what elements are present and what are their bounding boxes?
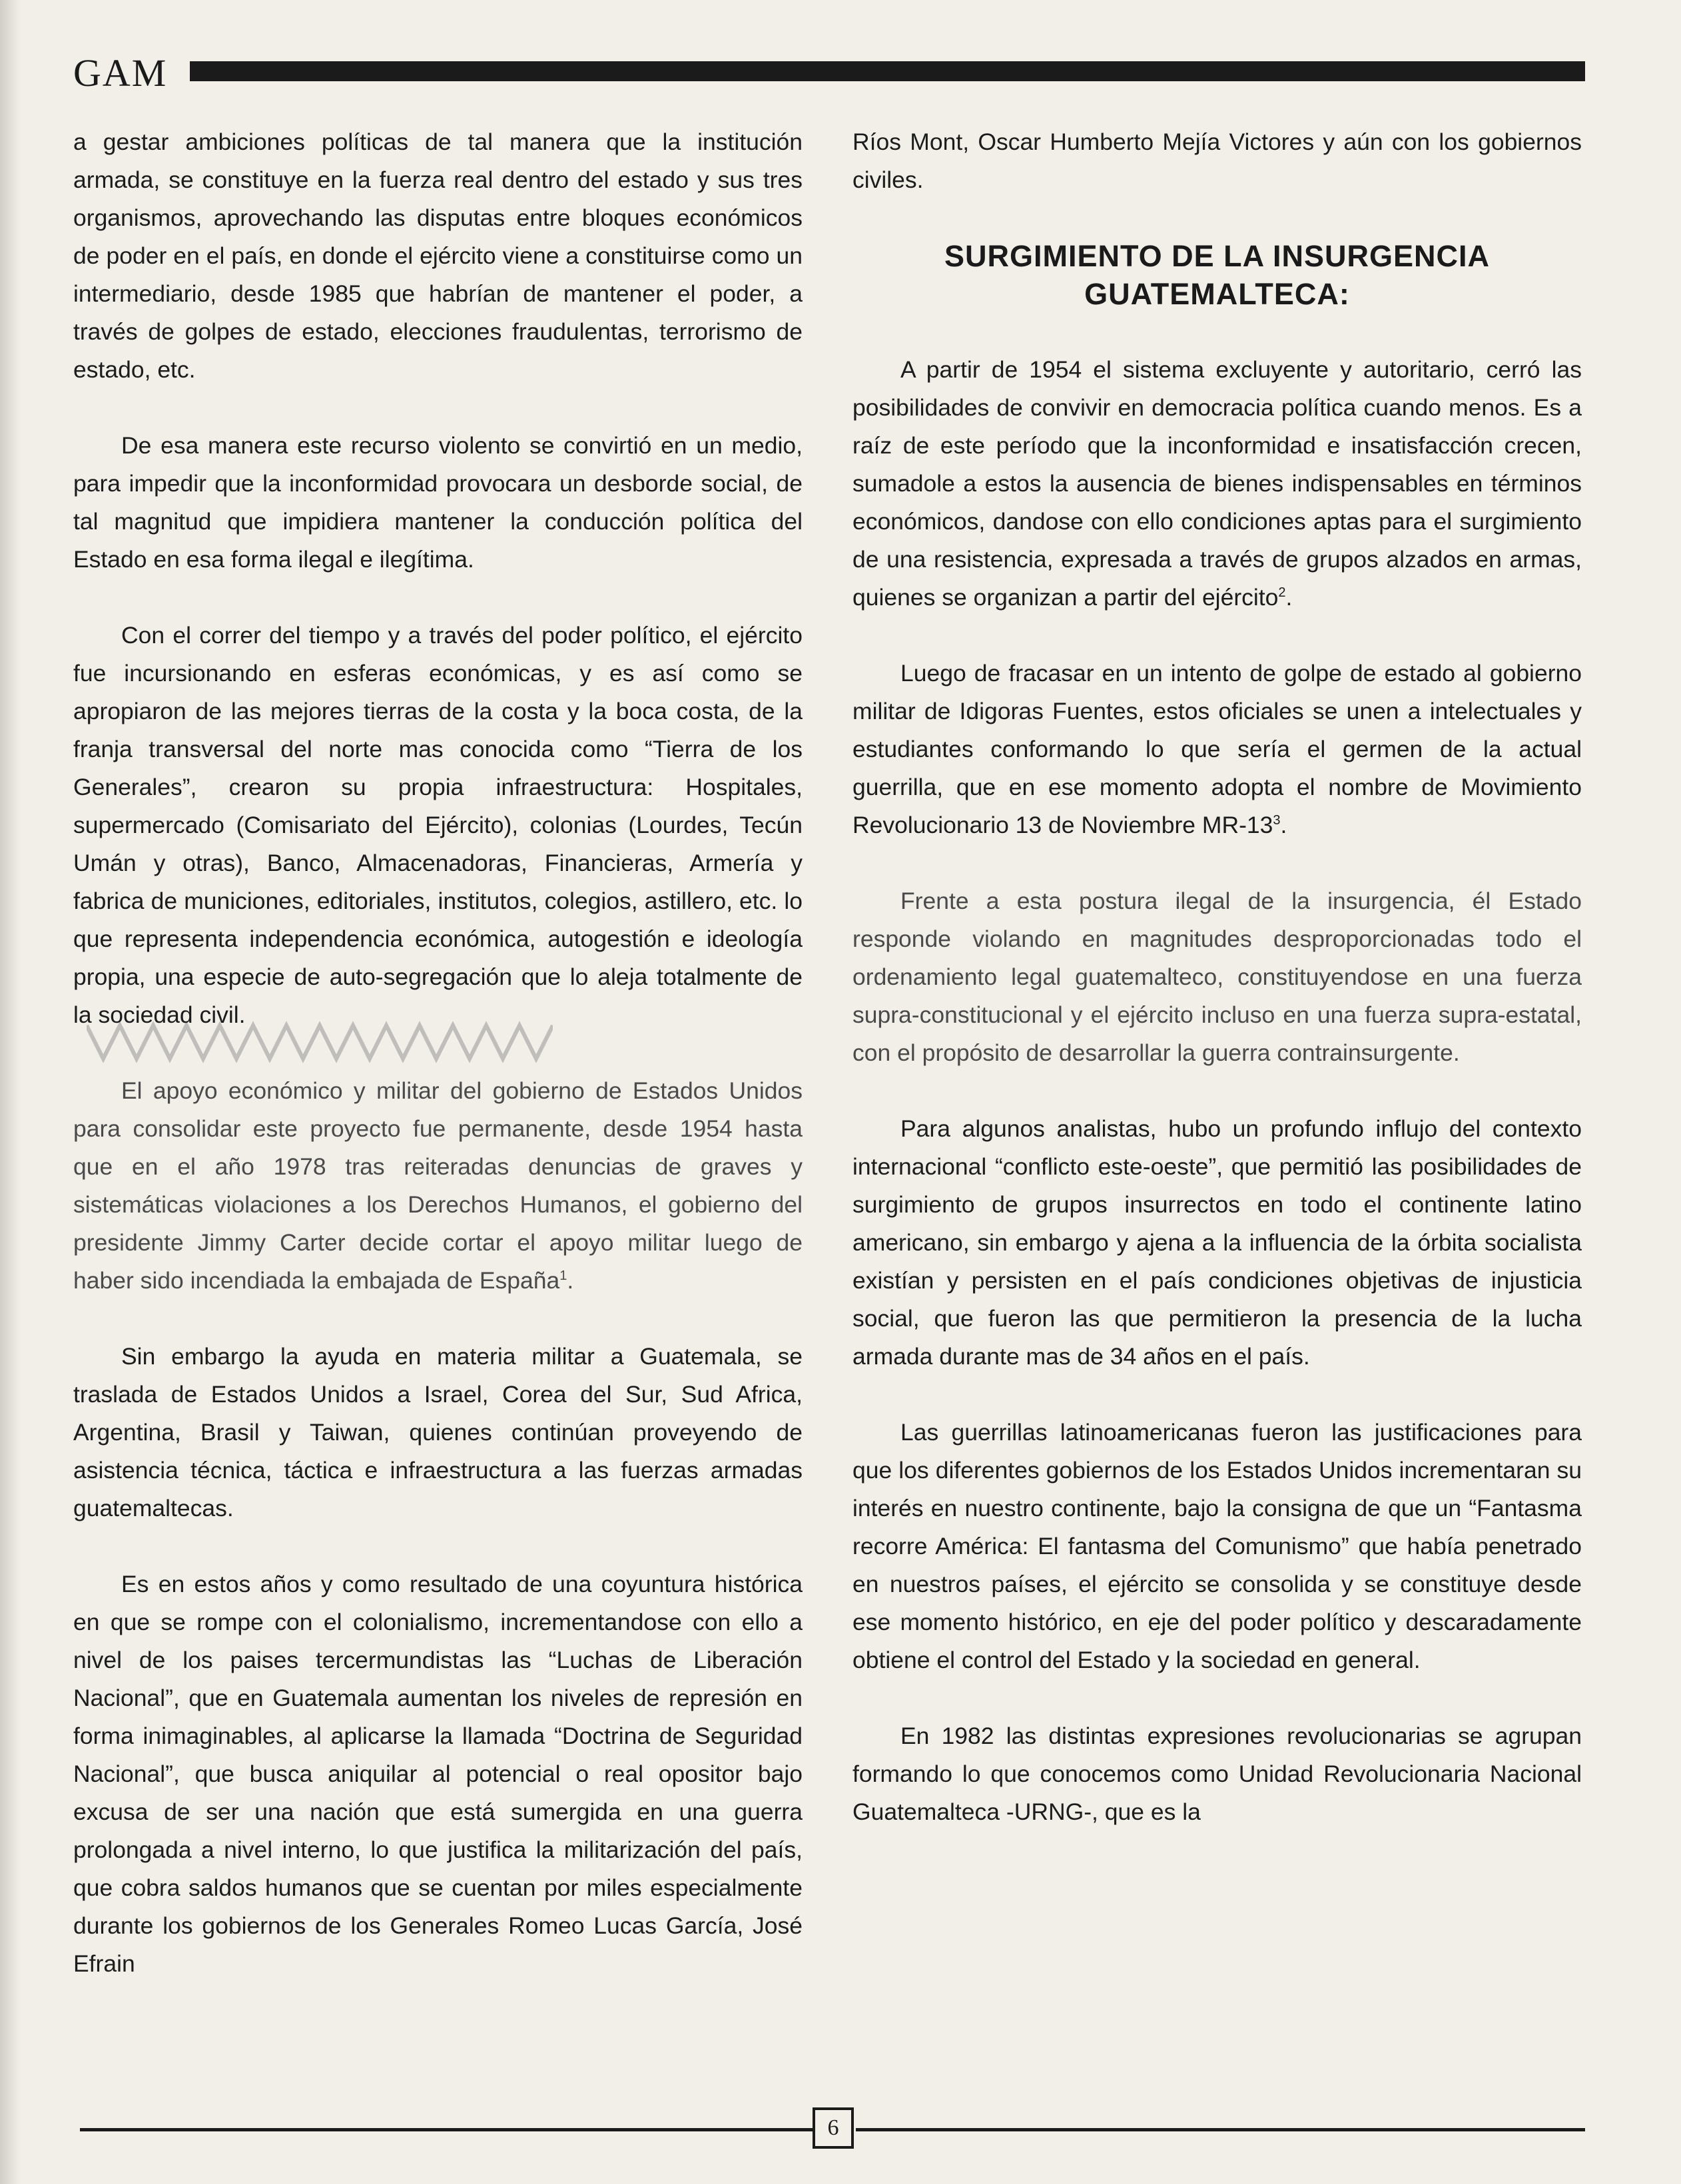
page-header — [73, 47, 1585, 100]
paragraph: De esa manera este recurso violento se convirtió en un medio, para impedir que la inconformidad provocara un desborde social, de tal magnitud que impidiera mantener la conducción política del Estado en esa forma ilegal e ilegítima. — [73, 432, 803, 573]
paragraph-end: . — [567, 1267, 574, 1294]
gam-logo: GAM — [73, 51, 168, 95]
paragraph — [852, 351, 1582, 617]
header-rule — [190, 61, 1585, 81]
paragraph: En 1982 las distintas expresiones revolucionarias se agrupan formando lo que conocemos como Unidad Revolucionaria Nacional Guatemalteca -URNG-, que es la — [852, 1723, 1582, 1825]
footnote-ref: 3 — [1273, 813, 1281, 828]
paragraph-end: . — [1285, 584, 1293, 611]
paragraph: Frente a esta postura ilegal de la insurgencia, él Estado responde violando en magnitudes desproporcionadas todo el ordenamiento legal guatemalteco, constituyendose en una fuerza supra-constitucional y el ejército incluso en una fuerza supra-estatal, con el propósito de desarrollar la guerra contrainsurgente. — [852, 888, 1582, 1066]
paragraph: Ríos Mont, Oscar Humberto Mejía Victores y aún con los gobiernos civiles. — [852, 129, 1582, 193]
paragraph — [852, 655, 1582, 844]
footnote-ref: 1 — [559, 1268, 567, 1284]
footer-rule-left — [80, 2128, 813, 2131]
paragraph-text: El apoyo económico y militar del gobierno de Estados Unidos para consolidar este proyecto fue permanente, desde 1954 hasta que en el año 1978 tras reiteradas denuncias de graves y sistemáticas violaciones a los Derechos Humanos, el gobierno del presidente Jimmy Carter decide cortar el apoyo militar luego de haber sido incendiada la embajada de España — [73, 1077, 803, 1294]
right-column — [852, 123, 1582, 1869]
section-heading: SURGIMIENTO DE LA INSURGENCIA GUATEMALTECA: — [944, 239, 1491, 311]
paragraph: Para algunos analistas, hubo un profundo influjo del contexto internacional “conflicto este-oeste”, que permitió las posibilidades de surgimiento de grupos insurrectos en todo el continente latino americano, sin embargo y ajena a la influencia de la órbita socialista existían y persisten en el país condiciones objetivas de injusticia social, que fueron las que permitieron la presencia de la lucha armada durante mas de 34 años en el país. — [852, 1115, 1582, 1370]
paragraph: Sin embargo la ayuda en materia militar a Guatemala, se traslada de Estados Unidos a Israel, Corea del Sur, Sud Africa, Argentina, Brasil y Taiwan, quienes continúan proveyendo de asistencia técnica, táctica e infraestructura a las fuerzas armadas guatemaltecas. — [73, 1343, 803, 1521]
footer-rule-right — [856, 2128, 1585, 2131]
paragraph: Las guerrillas latinoamericanas fueron las justificaciones para que los diferentes gobiernos de los Estados Unidos incrementaran su interés en nuestro continente, bajo la consigna de que un “Fantasma recorre América: El fantasma del Comunismo” que había penetrado en nuestros países, el ejército se consolida y se constituye desde ese momento histórico, en eje del poder político y descaradamente obtiene el control del Estado y la sociedad en general. — [852, 1419, 1582, 1673]
left-column — [73, 123, 803, 2021]
page-number: 6 — [813, 2107, 854, 2149]
page-edge-shadow — [0, 0, 20, 2184]
paragraph: a gestar ambiciones políticas de tal manera que la institución armada, se constituye en la fuerza real dentro del estado y sus tres organismos, aprovechando las disputas entre bloques económicos de poder en el país, en donde el ejército viene a constituirse como un intermediario, desde 1985 que habrían de mantener el poder, a través de golpes de estado, elecciones fraudulentas, terrorismo de estado, etc. — [73, 129, 803, 383]
paragraph — [73, 1072, 803, 1300]
paragraph-text: A partir de 1954 el sistema excluyente y autoritario, cerró las posibilidades de convivir en democracia política cuando menos. Es a raíz de este período que la inconformidad e insatisfacción crecen, sumadole a estos la ausencia de bienes indispensables en términos económicos, dandose con ello condiciones aptas para el surgimiento de una resistencia, expresada a través de grupos alzados en armas, quienes se organizan a partir del ejército — [852, 356, 1582, 611]
paragraph-text: Luego de fracasar en un intento de golpe de estado al gobierno militar de Idigoras Fuentes, estos oficiales se unen a intelectuales y estudiantes conformando lo que sería el germen de la actual guerrilla, que en ese momento adopta el nombre de Movimiento Revolucionario 13 de Noviembre MR-13 — [852, 660, 1582, 838]
paragraph: Con el correr del tiempo y a través del poder político, el ejército fue incursionando en esferas económicas, y es así como se apropiaron de las mejores tierras de la costa y la boca costa, de la franja transversal del norte mas conocida como “Tierra de los Generales”, crearon su propia infraestructura: Hospitales, supermercado (Comisariato del Ejército), colonias (Lourdes, Tecún Umán y otras), Banco, Almacenadoras, Financieras, Armería y fabrica de municiones, editoriales, institutos, colegios, astillero, etc. lo que representa independencia económica, autogestión e ideología propia, una especie de auto-segregación que lo aleja totalmente de la sociedad civil. — [73, 622, 803, 1028]
paragraph: Es en estos años y como resultado de una coyuntura histórica en que se rompe con el colonialismo, incrementandose con ello a nivel de los paises tercermundistas las “Luchas de Liberación Nacional”, que en Guatemala aumentan los niveles de represión en forma inimaginables, al aplicarse la llamada “Doctrina de Seguridad Nacional”, que busca aniquilar al potencial o real opositor bajo excusa de ser una nación que está sumergida en una guerra prolongada a nivel interno, lo que justifica la militarización del país, que cobra saldos humanos que se cuentan por miles especialmente durante los gobiernos de los Generales Romeo Lucas García, José Efrain — [73, 1571, 803, 1977]
paragraph-end: . — [1280, 812, 1287, 838]
footnote-ref: 2 — [1278, 585, 1286, 601]
